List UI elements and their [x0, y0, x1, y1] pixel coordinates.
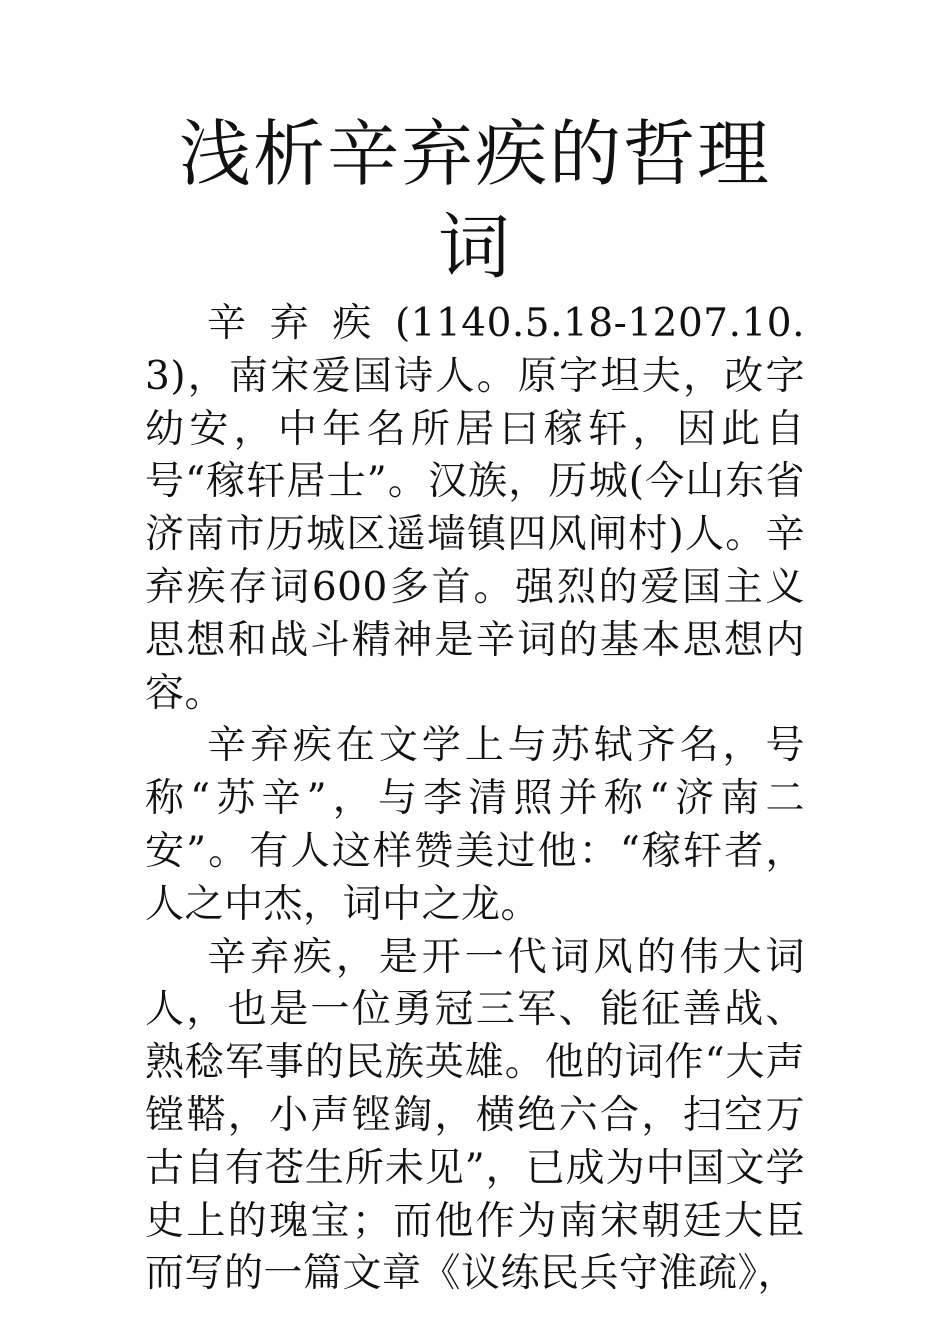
- document-title: 浅析辛弃疾的哲理词: [178, 112, 771, 289]
- paragraph-reputation: 辛弃疾在文学上与苏轼齐名，号称“苏辛”，与李清照并称“济南二安”。有人这样赞美过他：“稼轩者，人之中杰，词中之龙。: [145, 723, 805, 927]
- paragraph-intro: 辛弃疾(1140.5.18-1207.10.3)，南宋爱国诗人。原字坦夫，改字幼安，中年名所居曰稼轩，因此自号“稼轩居士”。汉族，历城(今山东省济南市历城区遥墙镇四风闸村)人。辛弃疾存词600多首。强烈的爱国主义思想和战斗精神是辛词的基本思想内容。: [145, 301, 805, 716]
- document-body: [145, 298, 805, 1301]
- paragraph-achievements: 辛弃疾，是开一代词风的伟大词人，也是一位勇冠三军、能征善战、熟稔军事的民族英雄。他的词作“大声镗鞳，小声铿鍧，横绝六合，扫空万古自有苍生所未见”，已成为中国文学史上的瑰宝；而他作为南宋朝廷大臣而写的一篇文章《议练民兵守淮疏》，: [145, 934, 805, 1297]
